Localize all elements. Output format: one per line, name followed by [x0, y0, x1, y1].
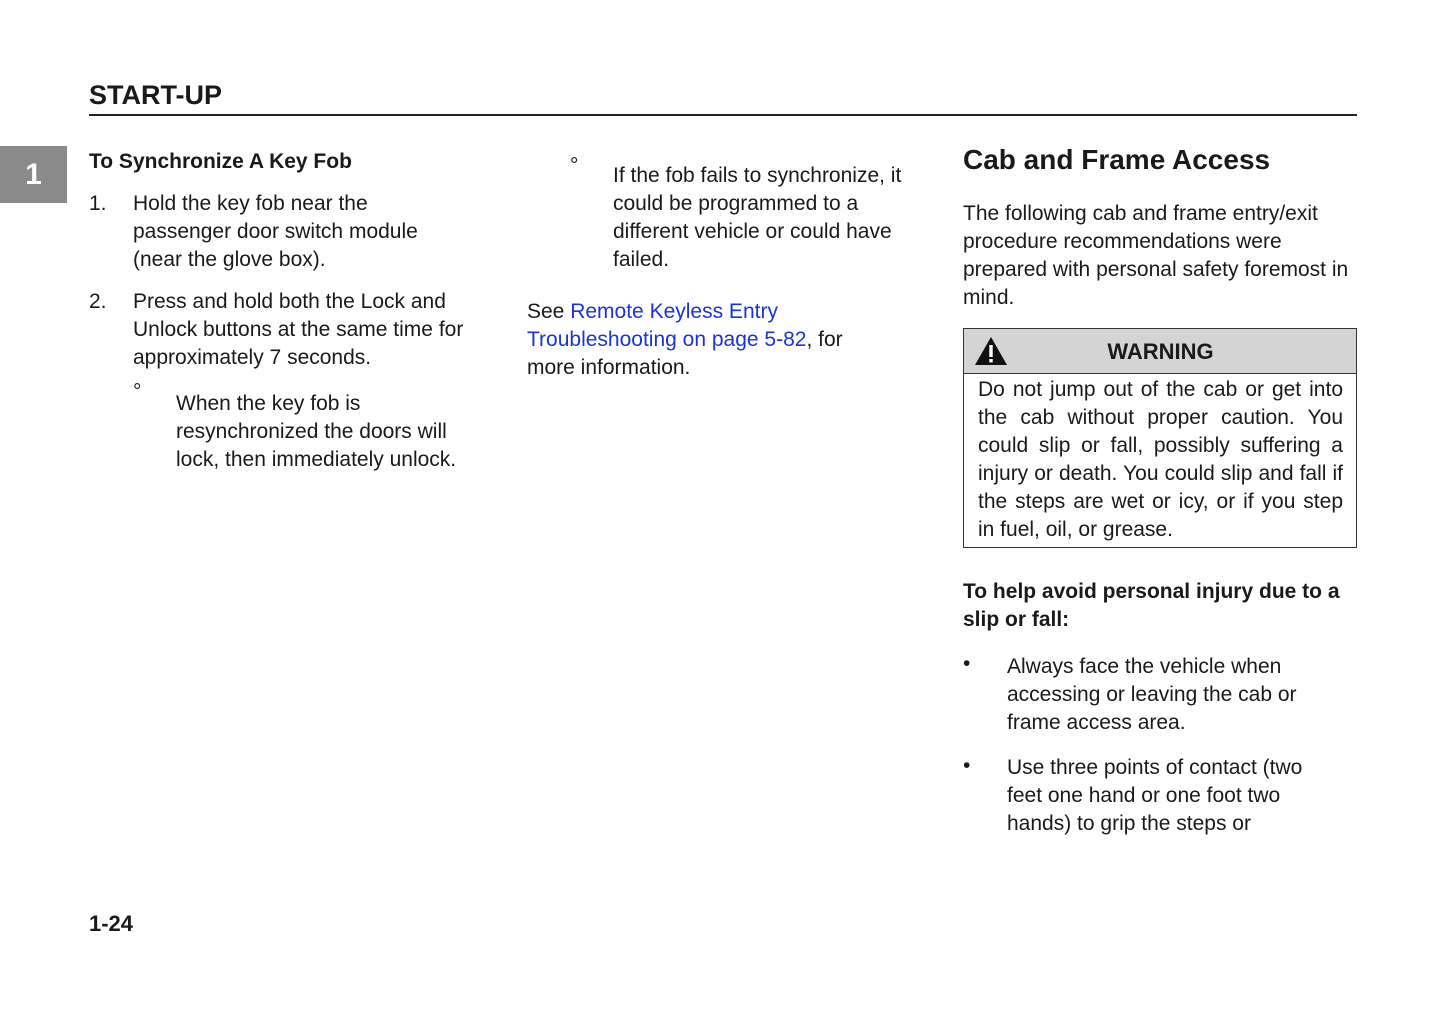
sub-bullet-text: If the fob fails to synchronize, it could be programmed to a different vehicle or could have failed. [613, 164, 902, 271]
see-suffix: , for more information. [527, 328, 843, 379]
sub-bullet-marker: ° [133, 380, 142, 403]
warning-box [963, 328, 1357, 548]
see-prefix: See [527, 300, 571, 323]
section-title: START-UP [89, 80, 222, 110]
bullet-text: Always face the vehicle when accessing or leaving the cab or frame access area. [1007, 655, 1297, 734]
warning-label: WARNING [1107, 339, 1214, 364]
step-text: Hold the key fob near the passenger door switch module (near the glove box). [133, 192, 418, 271]
injury-subheading: To help avoid personal injury due to a slip or fall: [963, 580, 1340, 631]
bullet-text: Use three points of contact (two feet one hand or one foot two hands) to grip the steps or [1007, 756, 1303, 835]
step-2 [89, 288, 481, 372]
page-number: 1-24 [89, 911, 134, 936]
step-number: 2. [89, 290, 107, 313]
warning-header [964, 329, 1356, 374]
sub-bullet-text: When the key fob is resynchronized the doors will lock, then immediately unlock. [176, 392, 457, 471]
troubleshooting-link[interactable]: Remote Keyless Entry Troubleshooting on page 5-82 [527, 300, 807, 351]
step-1 [89, 190, 449, 274]
see-reference [527, 298, 857, 382]
cab-intro: The following cab and frame entry/exit procedure recommendations were prepared with personal safety foremost in mind. [963, 202, 1349, 309]
sub-bullet-marker: ° [570, 154, 579, 177]
warning-text: Do not jump out of the cab or get into the cab without proper caution. You could slip or fall, possibly suffering a injury or death. You could slip and fall if the steps are wet or icy, or if you step in fuel, oil, or grease. [978, 378, 1343, 541]
step-text: Press and hold both the Lock and Unlock buttons at the same time for approximately 7 seconds. [133, 290, 464, 369]
header-divider [89, 114, 1357, 116]
step-number: 1. [89, 192, 107, 215]
bullet-marker: • [963, 652, 971, 675]
cab-frame-title: Cab and Frame Access [963, 144, 1271, 175]
key-fob-heading: To Synchronize A Key Fob [89, 150, 352, 173]
chapter-tab: 1 [0, 146, 67, 203]
bullet-marker: • [963, 754, 971, 777]
